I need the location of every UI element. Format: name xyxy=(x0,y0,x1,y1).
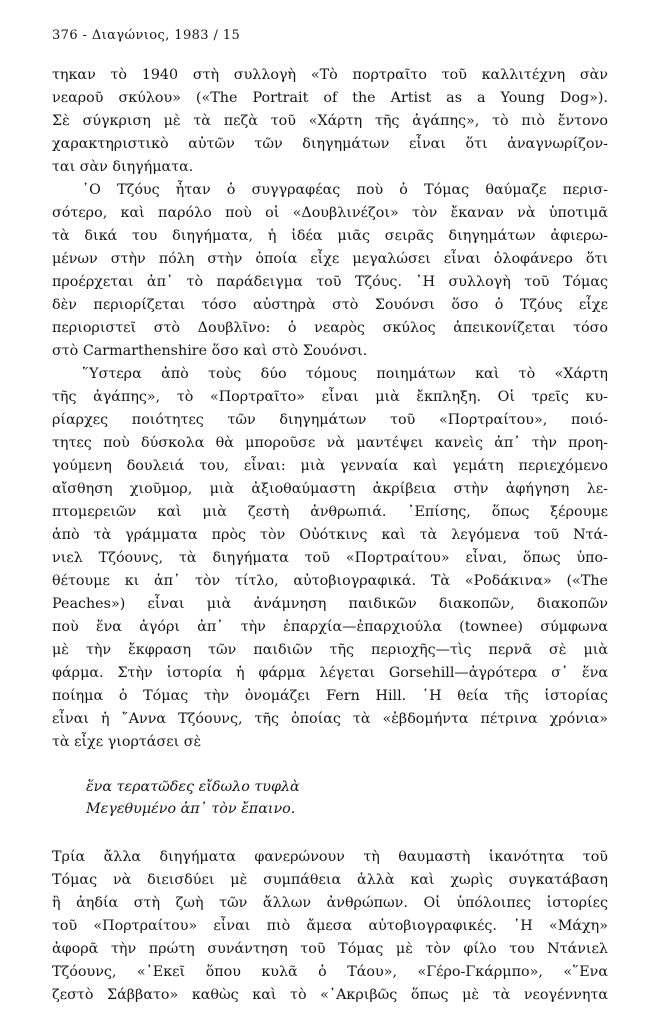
text-line: Τζόουνς, «᾽Εκεῖ ὅπου κυλᾶ ὁ Τάου», «Γέρο-Γκάρμπο», «῞Ενα xyxy=(52,964,608,980)
text-line: προέρχεται ἀπ᾽ τὸ παράδειγμα τοῦ Τζόυς. ῾Η συλλογὴ τοῦ Τόμας xyxy=(52,274,608,290)
text-line: ῾Ο Τζόυς ἦταν ὁ συγγραφέας ποὺ ὁ Τόμας θαύμαζε περισ- xyxy=(82,182,608,198)
text-line: Peaches») εἶναι μιὰ ἀνάμνηση παιδικῶν διακοπῶν, διακοπῶν xyxy=(52,596,608,612)
text-line: στὸ Carmarthenshire ὅσο καὶ στὸ Σουόνσι. xyxy=(52,343,368,359)
verse-quotation xyxy=(86,776,608,820)
text-line: ποίημα ὁ Τόμας τὴν ὀνομάζει Fern Hill. ῾Η θεία τῆς ἱστορίας xyxy=(52,688,608,704)
text-line: φάρμα. Στὴν ἱστορία ἡ φάρμα λέγεται Gorsehill—ἀγρότερα σ᾽ ἕνα xyxy=(52,665,608,681)
text-line: αἴσθηση χιοῦμορ, μιὰ ἀξιοθαύμαστη ἀκρίβεια στὴν ἀφήγηση λε- xyxy=(52,481,608,497)
text-line: νεαροῦ σκύλου» («The Portrait of the Artist as a Young Dog»). xyxy=(52,90,608,106)
verse-line: Μεγεθυμένο ἀπ᾽ τὸν ἔπαινο. xyxy=(86,801,296,817)
running-head: 376 - Διαγώνιος, 1983 / 15 xyxy=(52,28,241,43)
text-line: Τρία ἄλλα διηγήματα φανερώνουν τὴ θαυμαστὴ ἱκανότητα τοῦ xyxy=(52,849,608,865)
paragraph-1 xyxy=(52,64,608,179)
text-line: Σὲ σύγκριση μὲ τὰ πεζὰ τοῦ «Χάρτη τῆς ἀγάπης», τὸ πιὸ ἔντονο xyxy=(52,113,608,129)
text-line: ποὺ ἕνα ἀγόρι ἀπ᾽ τὴν ἐπαρχία—ἐπαρχιούλα (townee) σύμφωνα xyxy=(52,619,608,635)
paragraph-4 xyxy=(52,846,608,1007)
text-line: ἀφορᾶ τὴν πρώτη συνάντηση τοῦ Τόμας μὲ τὸν φίλο του Ντάνιελ xyxy=(52,941,608,957)
text-line: τῆς ἀγάπης», τὸ «Πορτραῖτο» εἶναι μιὰ ἔκπληξη. Οἱ τρεῖς κυ- xyxy=(52,389,608,405)
text-line: ἢ ἀηδία στὴ ζωὴ τῶν ἄλλων ἀνθρώπων. Οἱ ὑπόλοιπες ἱστορίες xyxy=(52,895,608,911)
text-line: θέτουμε κι ἀπ᾽ τὸν τίτλο, αὐτοβιογραφικά. Τὰ «Ροδάκινα» («The xyxy=(52,573,608,589)
text-line: ται σὰν διηγήματα. xyxy=(52,159,194,175)
text-line: πτομερειῶν καὶ μιὰ ζεστὴ ἀνθρωπιά. ᾽Επίσης, ὅπως ξέρουμε xyxy=(52,504,608,520)
text-line: τηκαν τὸ 1940 στὴ συλλογὴ «Τὸ πορτραῖτο τοῦ καλλιτέχνη σὰν xyxy=(52,67,608,83)
text-line: σότερο, καὶ παρόλο ποὺ οἱ «Δουβλινέζοι» τὸν ἔκαναν νὰ ὑποτιμᾶ xyxy=(52,205,608,221)
text-line: ῞Υστερα ἀπὸ τοὺς δύο τόμους ποιημάτων καὶ τὸ «Χάρτη xyxy=(82,366,608,382)
text-line: ρίαρχες ποιότητες τῶν διηγημάτων τοῦ «Πορτραίτου», ποιό- xyxy=(52,412,608,428)
text-line: ζεστὸ Σάββατο» καθὼς καὶ τὸ «᾽Ακριβῶς ὅπως μὲ τὰ νεογέννητα xyxy=(52,987,608,1003)
verse-line: ἕνα τερατῶδες εἴδωλο τυφλὰ xyxy=(86,779,300,795)
text-line: τητες ποὺ δύσκολα θὰ μποροῦσε νὰ μαντέψει κανεὶς ἀπ᾽ τὴν προη- xyxy=(52,435,608,451)
text-line: τὰ εἶχε γιορτάσει σὲ xyxy=(52,734,202,750)
text-line: τοῦ «Πορτραίτου» εἶναι πιὸ ἄμεσα αὐτοβιογραφικές. ῾Η «Μάχη» xyxy=(52,918,608,934)
paragraph-2 xyxy=(52,179,608,363)
text-line: ἀπὸ τὰ γράμματα πρὸς τὸν Οὐότκινς καὶ τὰ λεγόμενα τοῦ Ντά- xyxy=(52,527,608,543)
text-line: μένων στὴν πόλη στὴν ὁποία εἶχε μεγαλώσει εἶναι ὁλοφάνερο ὅτι xyxy=(52,251,608,267)
paragraph-3 xyxy=(52,363,608,754)
text-line: γούμενη δουλειά του, εἶναι: μιὰ γενναία καὶ γεμάτη περιεχόμενο xyxy=(52,458,608,474)
text-line: χαρακτηριστικὸ αὐτῶν τῶν διηγημάτων εἶναι ὅτι ἀναγνωρίζον- xyxy=(52,136,608,152)
text-line: νιελ Τζόουνς, τὰ διηγήματα τοῦ «Πορτραίτου» εἶναι, ὅπως ὑπο- xyxy=(52,550,608,566)
book-page xyxy=(52,28,608,1007)
text-line: μὲ τὴν ἔκφραση τῶν παιδιῶν τῆς περιοχῆς—τὶς περνᾶ σὲ μιὰ xyxy=(52,642,608,658)
text-line: δὲν περιορίζεται τόσο αὐστηρὰ στὸ Σουόνσι ὅσο ὁ Τζόυς εἶχε xyxy=(52,297,608,313)
text-line: περιοριστεῖ στὸ Δουβλῖνο: ὁ νεαρὸς σκύλος ἀπεικονίζεται τόσο xyxy=(52,320,608,336)
text-line: εἶναι ἡ ῎Αννα Τζόουνς, τῆς ὁποίας τὰ «ἑβδομήντα πέτρινα χρόνια» xyxy=(52,711,608,727)
text-line: Τόμας νὰ διεισδύει μὲ συμπάθεια ἀλλὰ καὶ χωρὶς συγκατάβαση xyxy=(52,872,608,888)
text-line: τὰ δικά του διηγήματα, ἡ ἰδέα μιᾶς σειρᾶς διηγημάτων ἀφιερω- xyxy=(52,228,608,244)
